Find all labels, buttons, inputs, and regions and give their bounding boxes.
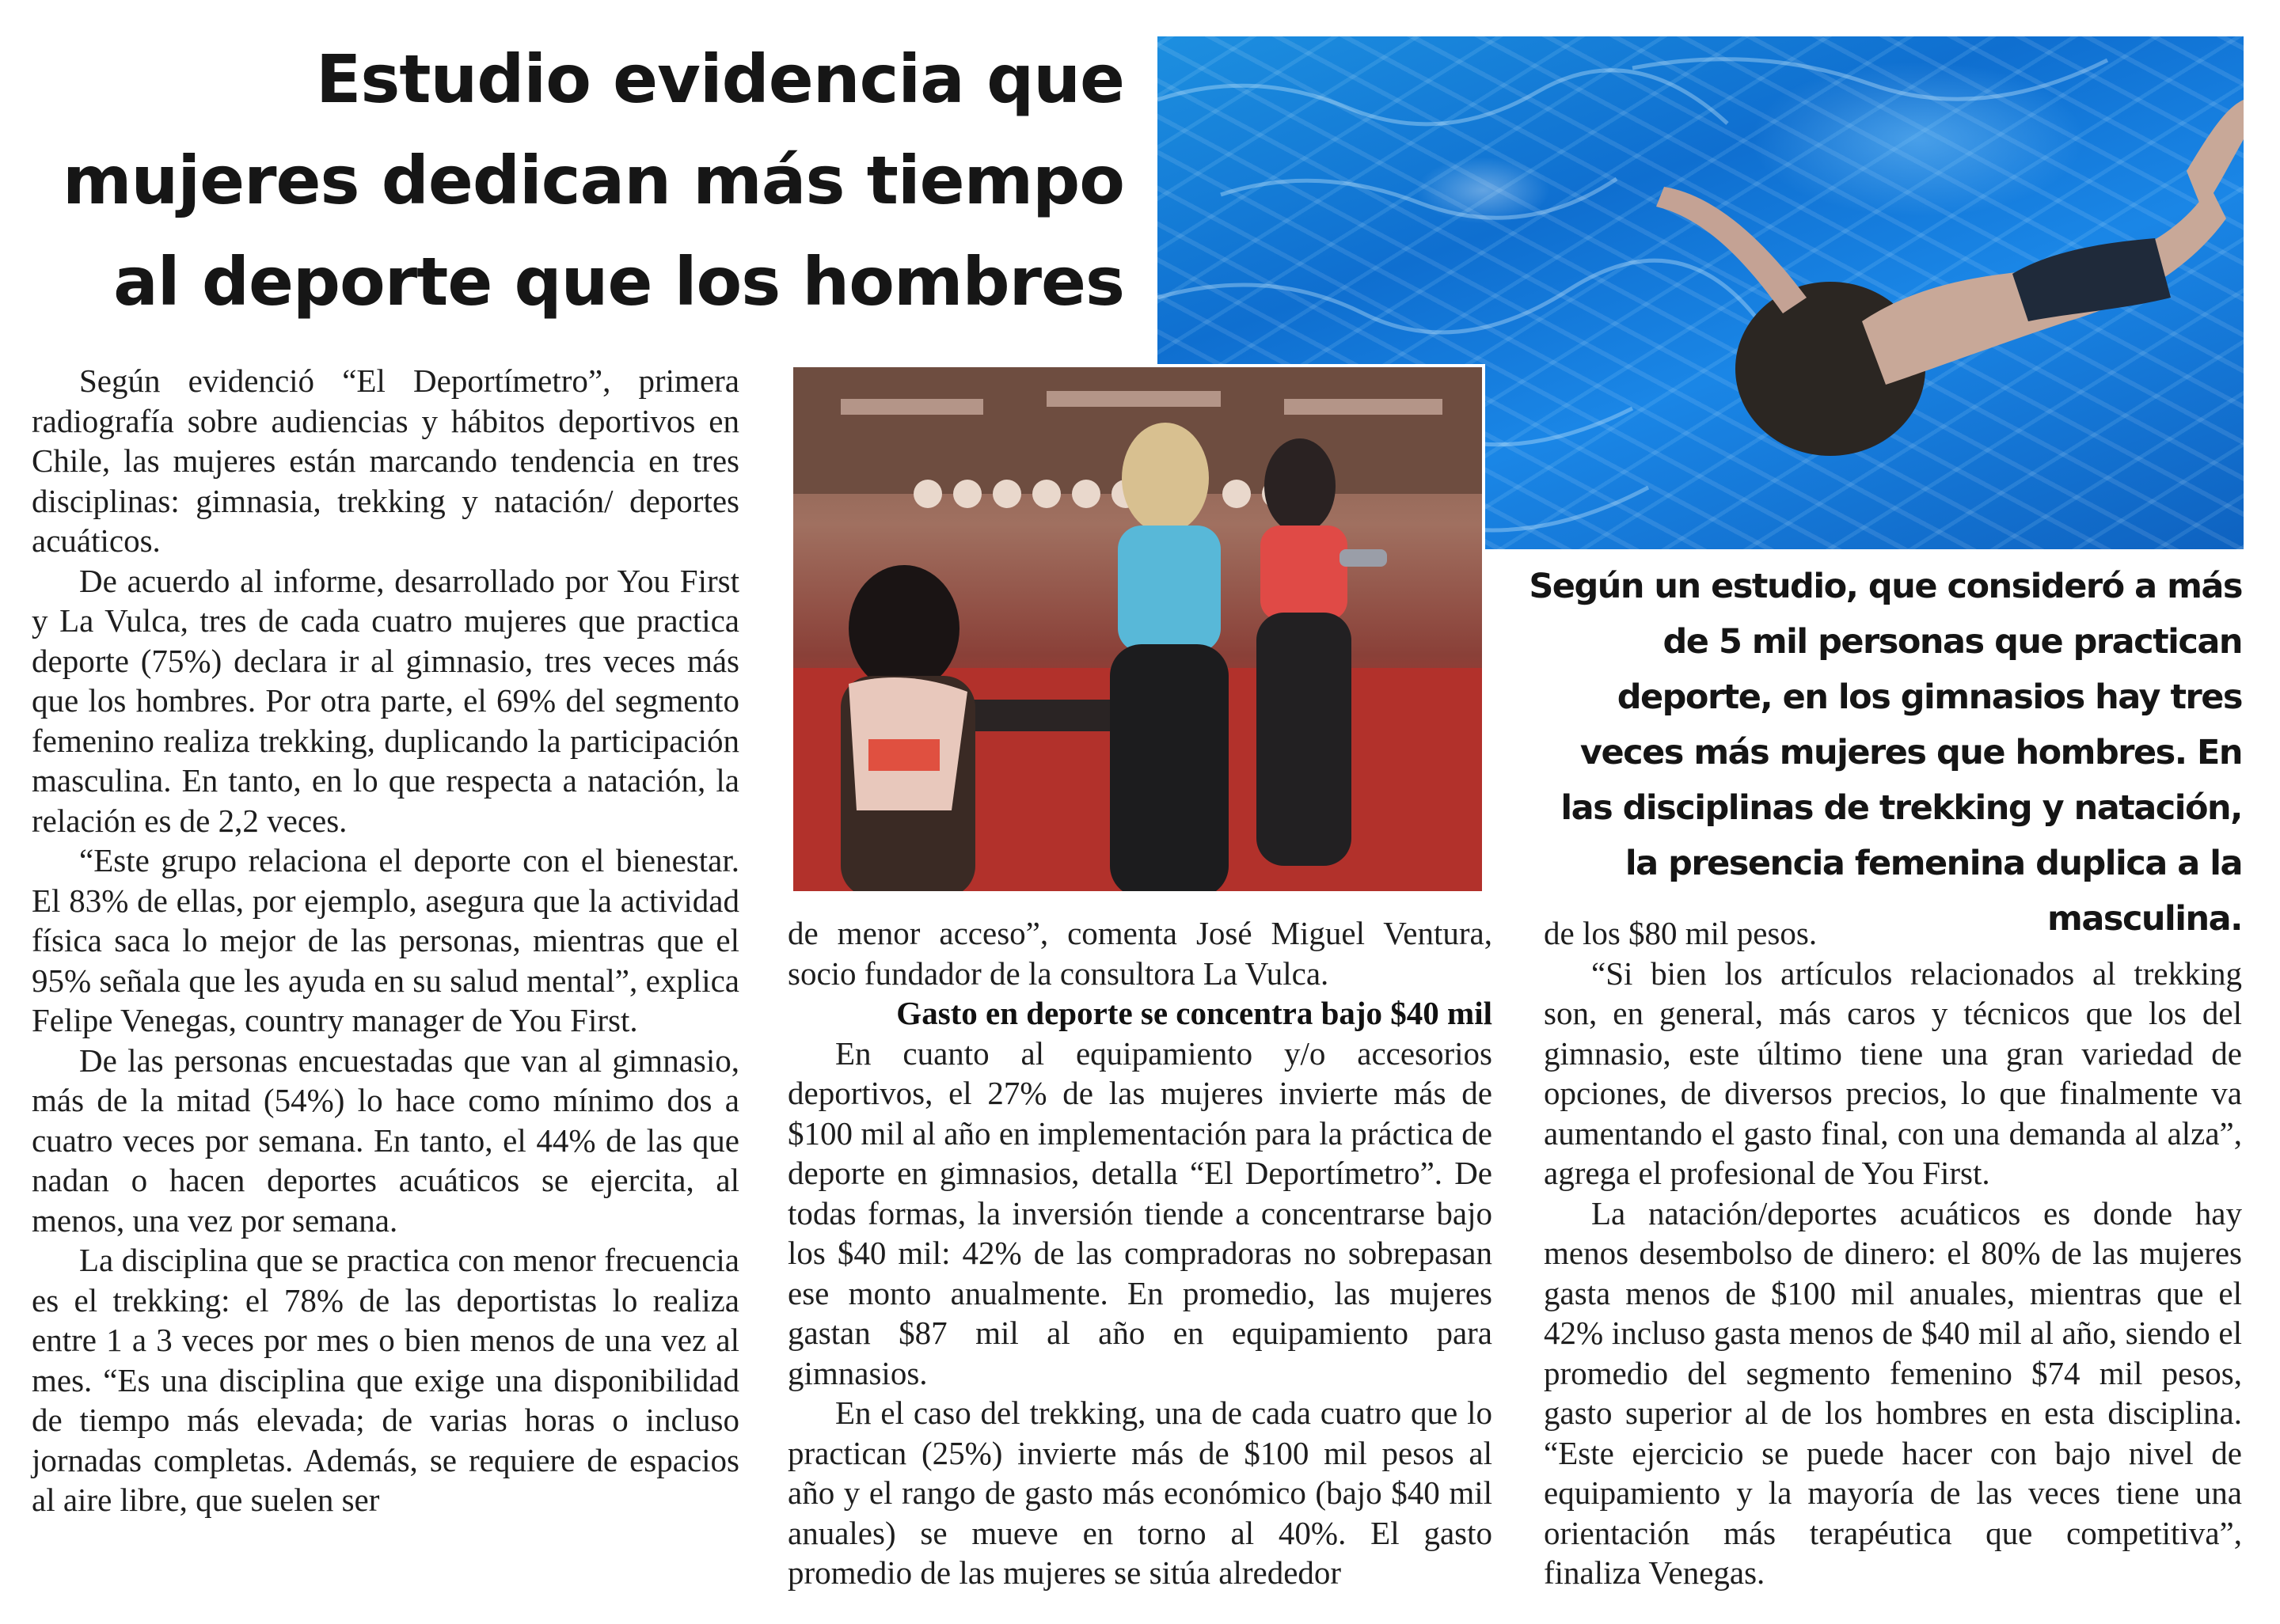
column1-paragraph-1: Según evidenció “El Deportímetro”, primera radiografía sobre audiencias y hábitos deportivos en Chile, las mujeres están marcando tendencia en tres disciplinas: gimnasia, trekking y natación/ deportes acuáticos.	[32, 362, 739, 559]
column2-paragraph-1: En cuanto al equipamiento y/o accesorios deportivos, el 27% de las mujeres invierte más de $100 mil al año en implementación para la práctica de deporte en gimnasios, detalla “El Deportímetro”. De todas formas, la inversión tiende a concentrarse bajo los $40 mil: 42% de las compradoras no sobrepasan ese monto anualmente. En promedio, las mujeres gastan $87 mil al año en equipamiento para gimnasios.	[788, 1034, 1492, 1391]
column1-paragraph-4: De las personas encuestadas que van al gimnasio, más de la mitad (54%) lo hace como mínimo dos a cuatro veces por semana. En tanto, el 44% de las que nadan o hacen deportes acuáticos se ejercita, al menos, una vez por semana.	[32, 1042, 739, 1239]
headline	[32, 28, 1124, 332]
gym-photo	[790, 364, 1485, 894]
headline-line-1: Estudio evidencia que	[315, 40, 1124, 118]
article-column-1	[32, 361, 739, 1520]
column3-continuation: de los $80 mil pesos.	[1544, 915, 1818, 951]
column2-paragraph-2: En el caso del trekking, una de cada cuatro que lo practican (25%) invierte más de $100 mil pesos al año y el rango de gasto más económico (bajo $40 mil anuales) se mueve en torno al 40%. El gasto promedio de las mujeres se sitúa alrededor	[788, 1394, 1492, 1591]
column3-paragraph-1: “Si bien los artículos relacionados al trekking son, en general, más caros y técnicos que los del gimnasio, este último tiene una gran variedad de opciones, de diversos precios, lo que finalmente va aumentando el gasto final, con una demanda al alza”, agrega el profesional de You First.	[1544, 954, 2242, 1191]
headline-line-2: mujeres dedican más tiempo	[62, 142, 1124, 219]
column1-paragraph-3: “Este grupo relaciona el deporte con el bienestar. El 83% de ellas, por ejemplo, asegura que la actividad física saca lo mejor de las personas, mientras que el 95% señala que les ayuda en su salud mental”, explica Felipe Venegas, country manager de You First.	[32, 842, 739, 1038]
column2-continuation: de menor acceso”, comenta José Miguel Ventura, socio fundador de la consultora La Vulca.	[788, 915, 1492, 992]
section-subheading: Gasto en deporte se concentra bajo $40 mil	[896, 995, 1492, 1031]
column1-paragraph-2: De acuerdo al informe, desarrollado por You First y La Vulca, tres de cada cuatro mujeres que practica deporte (75%) declara ir al gimnasio, tres veces más que los hombres. Por otra parte, el 69% del segmento femenino realiza trekking, duplicando la participación masculina. En tanto, en lo que respecta a natación, la relación es de 2,2 veces.	[32, 562, 739, 839]
headline-line-3: al deporte que los hombres	[113, 243, 1124, 321]
gym-illustration	[793, 367, 1485, 894]
article-column-2	[788, 913, 1492, 1593]
photo-caption: Según un estudio, que consideró a más de 5 mil personas que practican deporte, en los gimnasios hay tres veces más mujeres que hombres. En las disciplinas de trekking y natación, la presencia femenina duplica a la masculina.	[1529, 567, 2242, 939]
column3-paragraph-2: La natación/deportes acuáticos es donde hay menos desembolso de dinero: el 80% de las mujeres gasta menos de $100 mil anuales, mientras que el 42% incluso gasta menos de $40 mil al año, siendo el promedio del segmento femenino $74 mil pesos, gasto superior al de los hombres en esta disciplina. “Este ejercicio se puede hacer con bajo nivel de equipamiento y la mayoría de las veces tiene una orientación más terapéutica que competitiva”, finaliza Venegas.	[1544, 1194, 2242, 1591]
column1-paragraph-5: La disciplina que se practica con menor frecuencia es el trekking: el 78% de las deportistas lo realiza entre 1 a 3 veces por mes o bien menos de una vez al mes. “Es una disciplina que exige una disponibilidad de tiempo más elevada; de varias horas o incluso jornadas completas. Además, se requiere de espacios al aire libre, que suelen ser	[32, 1242, 739, 1518]
article-column-3	[1544, 913, 2242, 1593]
